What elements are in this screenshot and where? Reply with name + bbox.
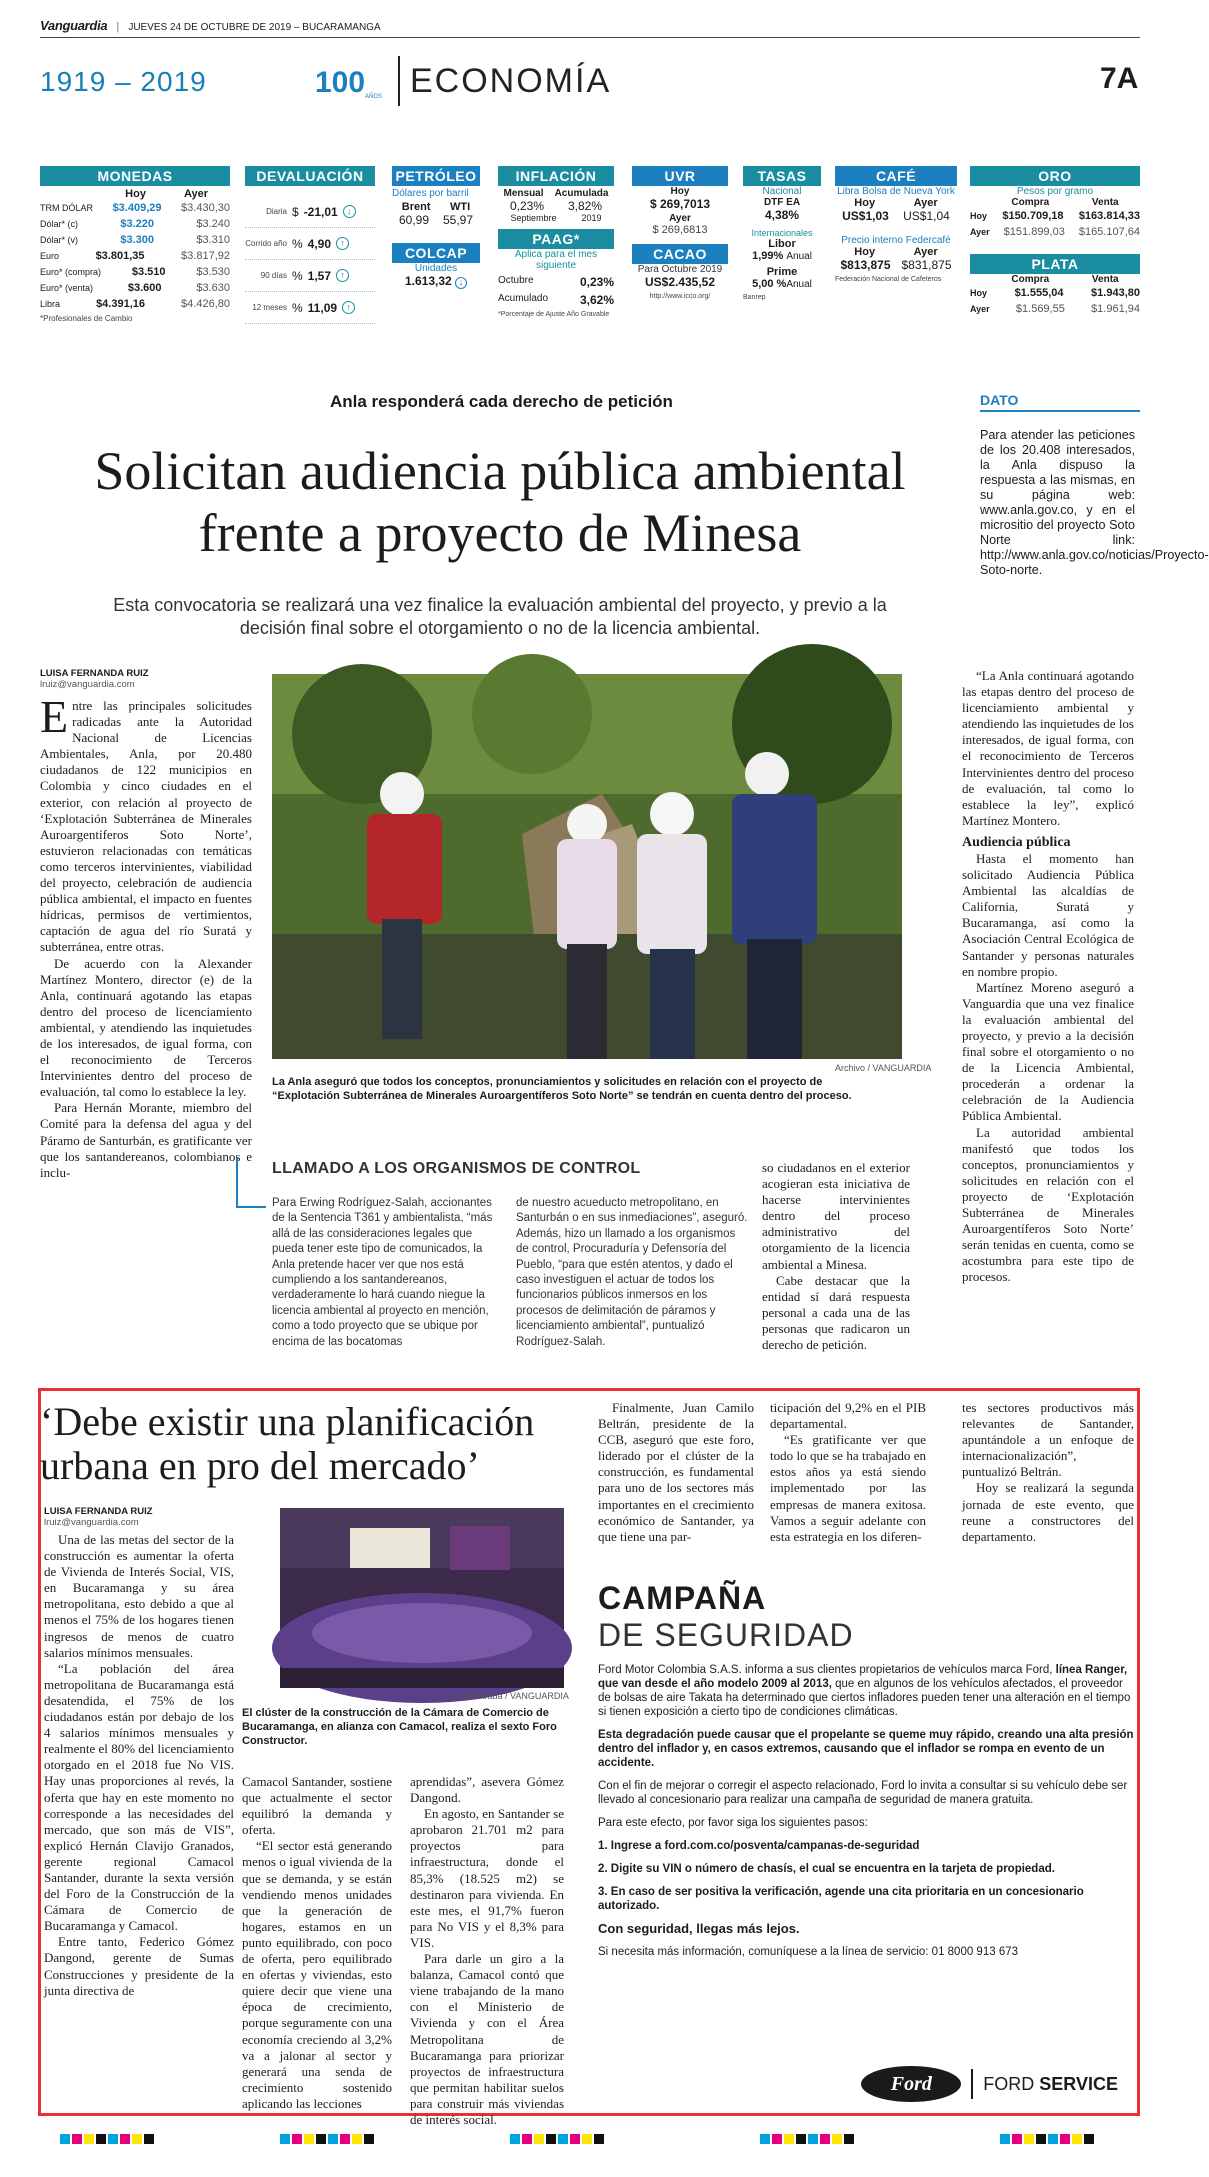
devaluacion-label: 90 días	[260, 271, 287, 280]
ad-step-1[interactable]: 1. Ingrese a ford.com.co/posventa/campanas-de-seguridad	[598, 1840, 920, 1852]
monedas-hoy: $3.220	[120, 218, 154, 230]
petroleo-title: PETRÓLEO	[392, 166, 480, 186]
header-divider	[398, 56, 400, 106]
cafe-ny-hoy: US$1,03	[842, 209, 889, 223]
paag-octubre: 0,23%	[579, 275, 614, 289]
ad-title-2: DE SEGURIDAD	[598, 1617, 854, 1653]
plata-hoy-compra: $1.555,04	[1014, 287, 1064, 299]
llamado-title: LLAMADO A LOS ORGANISMOS DE CONTROL	[272, 1160, 641, 1177]
oro-hoy-venta: $163.814,33	[1078, 210, 1140, 222]
article2-col4-p1: Finalmente, Juan Camilo Beltrán, presidente de la CCB, aseguró que este foro, liderado por el clúster de la construcción, es fundamental para uno de los sectores más importantes en el crecimiento económico de Santander, ya que tiene una par-	[598, 1400, 754, 1544]
ford-service-text-b: SERVICE	[1039, 2073, 1118, 2094]
monedas-ayer-header: Ayer	[183, 188, 208, 200]
registration-swatch	[144, 2134, 154, 2144]
brent-value: 60,99	[398, 213, 430, 227]
registration-swatch	[1024, 2134, 1034, 2144]
monedas-label: TRM DÓLAR	[40, 203, 94, 213]
registration-swatch	[1060, 2134, 1070, 2144]
article2-col6-p2: Hoy se realizará la segunda jornada de este evento, que reune a constructores del departamento.	[962, 1480, 1134, 1544]
monedas-row	[40, 248, 230, 264]
plata-venta-label: Venta	[1091, 274, 1119, 285]
markets-panel	[40, 166, 1140, 356]
article1-col4-p2: Hasta el momento han solicitado Audiencia Pública Ambiental las alcaldías de California, Suratá y Bucaramanga, así como la Asociación Central Ecológica de Santander y personas naturales en nombre propio.	[962, 850, 1134, 979]
article1-column-1	[40, 668, 252, 1181]
registration-swatch	[108, 2134, 118, 2144]
top-bar: Vanguardia | JUEVES 24 DE OCTUBRE DE 2019 – BUCARAMANGA	[40, 18, 1140, 38]
inflacion-acumulada-label: Acumulada	[554, 188, 609, 199]
article2-caption: El clúster de la construcción de la Cámara de Comercio de Bucaramanga, en alianza con Camacol, realiza el sexto Foro Constructor.	[242, 1707, 557, 1747]
devaluacion-rows	[245, 196, 375, 324]
article2-col1-p3: Entre tanto, Federico Gómez Dangond, gerente de Sumas Construcciones y presidente de la junta directiva de	[44, 1934, 234, 1998]
monedas-ayer: $3.310	[196, 234, 230, 246]
monedas-ayer: $4.426,80	[181, 298, 230, 310]
ford-service-logo	[861, 2066, 1118, 2102]
tasas-source: Banrep	[743, 294, 766, 301]
arrow-down-icon: ↓	[455, 277, 467, 289]
article2-column-1	[44, 1506, 234, 1999]
registration-swatch	[304, 2134, 314, 2144]
devaluacion-unit: $	[292, 204, 299, 219]
article1-col3-p2: Cabe destacar que la entidad sí dará respuesta personal a cada una de las personas que radicaron un derecho de petición.	[762, 1272, 910, 1353]
registration-swatch	[570, 2134, 580, 2144]
article2-col6-p1: tes sectores productivos más relevantes de Santander, apuntándole a un enfoque de internacionalización”, puntualizó Beltrán.	[962, 1400, 1134, 1480]
registration-swatch	[364, 2134, 374, 2144]
monedas-label: Euro* (compra)	[40, 267, 102, 277]
monedas-hoy: $3.510	[131, 266, 166, 278]
registration-swatch	[582, 2134, 592, 2144]
prime-value: 5,00 %	[752, 278, 787, 290]
registration-swatch	[844, 2134, 854, 2144]
article2-column-2	[242, 1774, 392, 2112]
article1-caption: La Anla aseguró que todos los conceptos, pronunciamientos y solicitudes en relación con el proyecto de “Explotación Subterránea de Minerales Auroargentíferos Soto Norte” se tendrán en cuenta dentro del proceso.	[272, 1076, 852, 1102]
arrow-down-icon: ↓	[343, 205, 356, 218]
monedas-note: *Profesionales de Cambio	[40, 314, 133, 323]
monedas-ayer: $3.240	[196, 218, 230, 230]
cacao-sub: Para Octubre 2019	[637, 264, 723, 275]
prime-unit: Anual	[786, 279, 812, 290]
monedas-row	[40, 264, 230, 280]
article2-col3-p3: Para darle un giro a la balanza, Camacol contó que viene trabajando de la mano con el Ministerio de Vivienda y con el Área Metropolitana de Bucaramanga para priorizar proyectos de infraestructura que permitan habilitar suelos para construir más viviendas de interés social.	[410, 1951, 564, 2127]
article2-col5-p1: ticipación del 9,2% en el PIB departamental.	[770, 1400, 926, 1432]
registration-swatch	[1072, 2134, 1082, 2144]
article2-column-6	[962, 1400, 1134, 1545]
oro-ayer-compra: $151.899,03	[1003, 226, 1065, 238]
dato-text: Para atender las peticiones de los 20.408 interesados, la Anla dispuso la respuesta a las mismas, en su página web: www.anla.gov.co, y en el micrositio del proyecto Soto Norte link: http://www.anla.gov.co/noticias/Proyecto-Soto-norte.	[980, 428, 1209, 577]
registration-swatch	[328, 2134, 338, 2144]
devaluacion-label: Diaria	[266, 207, 287, 216]
uvr-ayer: $ 269,6813	[652, 224, 708, 236]
oro-hoy-label: Hoy	[970, 211, 988, 221]
monedas-row	[40, 280, 230, 296]
devaluacion-title: DEVALUACIÓN	[245, 166, 375, 186]
llamado-rule	[236, 1158, 266, 1208]
article2-headline: ‘Debe existir una planificación urbana en pro del mercado’	[40, 1399, 535, 1488]
devaluacion-unit: %	[292, 236, 303, 251]
devaluacion-block	[245, 166, 375, 324]
article2-author: LUISA FERNANDA RUIZ	[44, 1506, 153, 1517]
inflacion-title: INFLACIÓN	[498, 166, 614, 186]
plata-ayer-venta: $1.961,94	[1091, 303, 1140, 315]
registration-swatch	[796, 2134, 806, 2144]
cafe-ny-ayer: US$1,04	[903, 209, 950, 223]
registration-swatch	[594, 2134, 604, 2144]
registration-swatch	[120, 2134, 130, 2144]
ad-step-3: 3. En caso de ser positiva la verificación, agende una cita prioritaria en un concesionario autorizado.	[598, 1886, 1084, 1912]
inflacion-mensual-label: Mensual	[503, 188, 544, 199]
article1-col4-p3: Martínez Moreno aseguró a Vanguardia que una vez finalice la evaluación ambiental del proyecto, y previo a la decisión final sobre el otorgamiento o no de la Licencia Ambiental, procederán a ordenar la celebración de la Audiencia Pública Ambiental.	[962, 979, 1134, 1124]
dato-title: DATO	[980, 392, 1140, 412]
oro-ayer-venta: $165.107,64	[1078, 226, 1140, 238]
plata-hoy-label: Hoy	[970, 288, 988, 298]
colcap-value: 1.613,32	[404, 274, 452, 288]
tasas-block	[743, 166, 821, 301]
llamado-col1: Para Erwing Rodríguez-Salah, accionantes de la Sentencia T361 y ambientalista, “más allá de las consideraciones legales que pueda tener este tipo de comunicados, la Anla pretende hacer ver que nos está cumpliendo a los santandereanos, verdaderamente lo hará cuando niegue la licencia ambiental al proyecto en mención, como a todo proyecto que se ubique por encima de las bocatomas	[272, 1197, 493, 1348]
cafe-int-ayer: $831,875	[901, 258, 952, 272]
page-number: 7A	[1100, 62, 1139, 95]
cafe-ayer-label-2: Ayer	[913, 246, 938, 258]
ad-contact-text: Si necesita más información, comuníquese a la línea de servicio: 01 8000 913 673	[598, 1946, 1019, 1958]
colcap-sub: Unidades	[414, 263, 458, 274]
monedas-row	[40, 296, 230, 312]
monedas-ayer: $3.530	[196, 266, 230, 278]
ad-paragraph-4: Para este efecto, por favor siga los siguientes pasos:	[598, 1817, 868, 1829]
prime-label: Prime	[766, 266, 798, 278]
article1-photo	[272, 674, 902, 1059]
dtf-value: 4,38%	[764, 208, 800, 222]
registration-swatch	[558, 2134, 568, 2144]
oro-sub: Pesos por gramo	[1016, 186, 1094, 197]
ad-p1-c: que en algunos de los vehículos afectados, el proveedor de bolsas de aire Takata ha determinado que ciertos infladores pueden tener una alteración en el tiempo si tienen exposición a cierto tipo de condiciones climáticas.	[598, 1678, 1131, 1718]
registration-swatch	[280, 2134, 290, 2144]
monedas-hoy: $3.409,29	[112, 202, 162, 214]
article1-p1	[40, 691, 252, 956]
monedas-label: Libra	[40, 299, 61, 309]
registration-swatch	[510, 2134, 520, 2144]
plata-ayer-compra: $1.569,55	[1015, 303, 1065, 315]
oro-venta-label: Venta	[1091, 197, 1119, 208]
registration-swatch	[534, 2134, 544, 2144]
article1-col1-text: ntre las principales solicitudes radicadas ante la Autoridad Nacional de Licencias Ambientales, Anla, por 20.480 ciudadanos de 122 municipios en Colombia y cinco ciudades en el exterior, con relación al proyecto de ‘Explotación Subterránea de Minerales Auroargentíferos Soto Norte’, estuvieron relacionadas con temáticas como terceros intervinientes, viabilidad del proyecto, celebración de audiencia pública ambiental, el impacto en fuentes hídricas, permisos de vertimientos, captación de agua del río Suratá y subterránea, entre otras.	[40, 698, 252, 955]
article2-column-4	[598, 1400, 754, 1545]
monedas-hoy-header: Hoy	[125, 188, 146, 200]
monedas-rows	[40, 200, 230, 312]
arrow-up-icon: ↑	[336, 237, 349, 250]
centenary-logo	[315, 60, 385, 104]
registration-swatch	[760, 2134, 770, 2144]
tasas-nacional-label: Nacional	[762, 186, 802, 197]
devaluacion-row	[245, 260, 375, 292]
anniversary-years: 1919 – 2019	[40, 66, 207, 97]
ad-p1-b: línea Ranger, que van desde el año modelo 2009 al 2013,	[598, 1664, 1128, 1690]
article2-col3-p1: aprendidas”, asevera Gómez Dangond.	[410, 1774, 564, 1806]
inflacion-acumulada-period: 2019	[581, 213, 602, 223]
article1-p2: De acuerdo con la Alexander Martínez Montero, director (e) de la Anla, continuará agotando las etapas dentro del proceso de licenciamiento ambiental, y atendiendo las inquietudes de los interesados, de igual forma, con el reconocimiento de Terceros Intervinientes dentro del proceso de evaluación, tal como lo establece la ley.	[40, 955, 252, 1100]
libor-value: 1,99%	[752, 250, 784, 262]
dateline: JUEVES 24 DE OCTUBRE DE 2019 – BUCARAMANGA	[128, 22, 381, 33]
article1-subhead: Audiencia pública	[962, 834, 1071, 850]
registration-swatch	[292, 2134, 302, 2144]
oro-block	[970, 166, 1140, 317]
uvr-ayer-label: Ayer	[669, 213, 691, 224]
registration-swatch	[1048, 2134, 1058, 2144]
tasas-title: TASAS	[743, 166, 821, 186]
paag-octubre-label: Octubre	[498, 275, 534, 286]
article1-email: lruiz@vanguardia.com	[40, 679, 135, 690]
cafe-sub2: Precio interno Federcafé	[841, 235, 951, 246]
cafe-ayer-label: Ayer	[913, 197, 938, 209]
article2-col2-p2: “El sector está generando menos o igual vivienda de la que se demanda, y se están vendiendo menos unidades que la generación de hogares, estamos en un punto equilibrado, con poco de oferta, pero equilibrado en ofertas y viviendas, esto quiere decir que viene una época de crecimiento, porque seguramente con una economía creciendo al 3,2% va a jalonar al sector y generará una senda de crecimiento sostenido aplicando las lecciones	[242, 1838, 392, 2111]
cafe-block	[835, 166, 957, 283]
ford-oval-logo: Ford	[861, 2066, 961, 2102]
plata-hoy-venta: $1.943,80	[1091, 287, 1140, 299]
plata-title: PLATA	[970, 254, 1140, 274]
cafe-int-hoy: $813,875	[840, 258, 891, 272]
registration-swatch	[1084, 2134, 1094, 2144]
devaluacion-row	[245, 228, 375, 260]
petroleo-block	[392, 166, 480, 289]
cafe-hoy-label-2: Hoy	[854, 246, 876, 258]
article2-col5-p2: “Es gratificante ver que todo lo que se ha trabajado en estos años ya está siendo implementado por las empresas de manera exitosa. Vamos a seguir adelante con esta estrategia en los diferen-	[770, 1432, 926, 1544]
registration-swatch	[316, 2134, 326, 2144]
inflacion-acumulada: 3,82%	[567, 199, 603, 213]
article2-col1-p1: Una de las metas del sector de la construcción es aumentar la oferta de Vivienda de Interés Social, VIS, en Bucaramanga y su área metropolitana, esto debido a que al menos el 75% de los hogares tienen ingresos de menos de cuatro salarios mínimos mensuales.	[44, 1532, 234, 1660]
inflacion-block	[498, 166, 614, 318]
oro-ayer-label: Ayer	[970, 227, 990, 237]
article1-author: LUISA FERNANDA RUIZ	[40, 668, 149, 679]
section-title: ECONOMÍA	[410, 62, 612, 100]
devaluacion-unit: %	[292, 300, 303, 315]
article2-photo-credit: Suministrada / VANGUARDIA	[450, 1691, 569, 1701]
ad-title-1: CAMPAÑA	[598, 1580, 767, 1616]
devaluacion-row	[245, 196, 375, 228]
registration-swatch	[772, 2134, 782, 2144]
registration-swatch	[1012, 2134, 1022, 2144]
cacao-source: http://www.icco.org/	[649, 293, 711, 300]
dtf-label: DTF EA	[763, 197, 801, 208]
paag-acumulado: 3,62%	[579, 293, 614, 307]
registration-swatch	[546, 2134, 556, 2144]
registration-swatch	[72, 2134, 82, 2144]
registration-swatch	[60, 2134, 70, 2144]
article1-photo-credit: Archivo / VANGUARDIA	[835, 1063, 932, 1073]
printer-registration-marks	[40, 2132, 1140, 2146]
oro-hoy-compra: $150.709,18	[1002, 210, 1064, 222]
article2-column-5	[770, 1400, 926, 1545]
paag-sub: Aplica para el mes siguiente	[514, 249, 598, 271]
ford-ad	[598, 1580, 1138, 2110]
ad-paragraph-3: Con el fin de mejorar o corregir el aspecto relacionado, Ford lo invita a consultar si su vehículo debe ser llevado al concesionario para realizar una campaña de seguridad de manera gratuita.	[598, 1780, 1128, 1806]
brent-label: Brent	[401, 201, 431, 213]
ad-paragraph-1	[598, 1663, 1138, 1719]
petroleo-sub: Dólares por barril	[392, 188, 469, 199]
paag-note: *Porcentaje de Ajuste Año Gravable	[498, 311, 610, 318]
brand-name: Vanguardia	[40, 18, 108, 33]
plata-ayer-label: Ayer	[970, 304, 990, 314]
libor-unit: Anual	[786, 251, 812, 262]
monedas-row	[40, 232, 230, 248]
oro-compra-label: Compra	[1011, 197, 1050, 208]
devaluacion-value: 4,90	[307, 236, 332, 251]
monedas-ayer: $3.430,30	[181, 202, 230, 214]
registration-swatch	[84, 2134, 94, 2144]
article1-col4-p4: La autoridad ambiental manifestó que todos los conceptos, pronunciamientos y solicitudes en relación con el proyecto de ‘Explotación Subterránea de Minerales Auroargentíferos Soto Norte’ serán tenidas en cuenta, como se acostumbra para este tipo de procesos.	[962, 1124, 1134, 1285]
devaluacion-value: -21,01	[303, 204, 338, 219]
article1-column-3	[762, 1160, 910, 1353]
monedas-label: Dólar* (v)	[40, 235, 79, 245]
monedas-row	[40, 200, 230, 216]
ad-slogan: Con seguridad, llegas más lejos.	[598, 1921, 800, 1936]
ad-paragraph-2: Esta degradación puede causar que el propelante se queme muy rápido, creando una alta presión dentro del inflador y, en casos extremos, causando que el inflador se rompa en evento de un accidente.	[598, 1729, 1134, 1769]
article2-photo	[280, 1508, 564, 1688]
uvr-hoy: $ 269,7013	[649, 197, 711, 211]
devaluacion-value: 1,57	[307, 268, 332, 283]
plata-compra-label: Compra	[1011, 274, 1050, 285]
cafe-hoy-label: Hoy	[854, 197, 876, 209]
cafe-source: Federación Nacional de Cafeteros	[835, 276, 942, 283]
libor-label: Libor	[768, 238, 796, 250]
devaluacion-label: Corrido año	[245, 239, 287, 248]
monedas-label: Dólar* (c)	[40, 219, 79, 229]
monedas-hoy: $3.600	[127, 282, 162, 294]
ford-service-text	[983, 2074, 1118, 2095]
centenary-years-label: AÑOS	[365, 94, 383, 100]
article1-col3-p1: so ciudadanos en el exterior acogieran esta iniciativa de hacerse intervinientes dentro del proceso administrativo del otorgamiento de la licencia ambiental a Minesa.	[762, 1160, 910, 1272]
ad-p1-a: Ford Motor Colombia S.A.S. informa a sus clientes propietarios de vehículos marca Ford,	[598, 1664, 1056, 1676]
registration-swatch	[96, 2134, 106, 2144]
dropcap: E	[40, 691, 69, 742]
article1-deck: Esta convocatoria se realizará una vez finalice la evaluación ambiental del proyecto, y previo a la decisión final sobre el otorgamiento o no de la licencia ambiental.	[113, 595, 887, 638]
monedas-label: Euro* (venta)	[40, 283, 94, 293]
oro-title: ORO	[970, 166, 1140, 186]
registration-swatch	[784, 2134, 794, 2144]
monedas-label: Euro	[40, 251, 60, 261]
monedas-ayer: $3.817,92	[181, 250, 230, 262]
article1-kicker: Anla responderá cada derecho de petición	[330, 392, 673, 411]
paag-acumulado-label: Acumulado	[498, 293, 549, 304]
uvr-title: UVR	[632, 166, 728, 186]
monedas-hoy: $3.300	[120, 234, 154, 246]
cacao-title: CACAO	[632, 244, 728, 264]
devaluacion-row	[245, 292, 375, 324]
monedas-row	[40, 216, 230, 232]
monedas-hoy: $4.391,16	[96, 298, 145, 310]
llamado-col2: de nuestro acueducto metropolitano, en Santurbán o en sus inmediaciones”, aseguró. Además, hizo un llamado a los organismos de control, Procuraduría y Defensoría del Pueblo, “para que estén atentos, y dado el caso investiguen el actuar de todos los funcionarios públicos inmersos en los procesos de delimitación de páramos y licenciamiento ambiental”, puntualizó Rodríguez-Salah.	[516, 1197, 748, 1348]
article2-col2-p1: Camacol Santander, sostiene que actualmente el sector equilibró la demanda y oferta.	[242, 1774, 392, 1838]
uvr-hoy-label: Hoy	[670, 186, 690, 197]
inflacion-mensual: 0,23%	[509, 199, 545, 213]
monedas-title: MONEDAS	[40, 166, 230, 186]
registration-swatch	[808, 2134, 818, 2144]
devaluacion-unit: %	[292, 268, 303, 283]
arrow-up-icon: ↑	[336, 269, 349, 282]
registration-swatch	[832, 2134, 842, 2144]
uvr-block	[632, 166, 728, 300]
registration-swatch	[340, 2134, 350, 2144]
monedas-block	[40, 166, 230, 323]
article1-headline: Solicitan audiencia pública ambiental frente a proyecto de Minesa	[94, 441, 906, 563]
paag-title: PAAG*	[498, 229, 614, 249]
cafe-sub1: Libra Bolsa de Nueva York	[837, 186, 955, 197]
inflacion-mensual-period: Septiembre	[510, 213, 557, 223]
wti-label: WTI	[450, 201, 471, 213]
centenary-number: 100	[315, 66, 366, 99]
article1-col4-p1: “La Anla continuará agotando las etapas dentro del proceso de licenciamiento ambiental y atendiendo las inquietudes de los interesados, de igual forma, con el reconocimiento de Terceros Intervinientes dentro del proceso de evaluación, tal como lo establece la ley”, explicó Martínez Montero.	[962, 668, 1134, 828]
ford-service-text-a: FORD	[983, 2073, 1040, 2094]
registration-swatch	[820, 2134, 830, 2144]
ad-contact	[598, 1945, 1138, 1959]
registration-swatch	[132, 2134, 142, 2144]
registration-swatch	[1036, 2134, 1046, 2144]
article2-email: lruiz@vanguardia.com	[44, 1517, 139, 1528]
ad-step-2: 2. Digite su VIN o número de chasís, el cual se encuentra en la tarjeta de propiedad.	[598, 1863, 1055, 1875]
monedas-hoy: $3.801,35	[95, 250, 145, 262]
registration-swatch	[1000, 2134, 1010, 2144]
cafe-title: CAFÉ	[835, 166, 957, 186]
registration-swatch	[352, 2134, 362, 2144]
arrow-up-icon: ↑	[342, 301, 355, 314]
wti-value: 55,97	[442, 213, 474, 227]
cacao-value: US$2.435,52	[644, 275, 716, 289]
devaluacion-value: 11,09	[307, 300, 338, 315]
article1-p3: Para Hernán Morante, miembro del Comité para la defensa del agua y del Páramo de Santurbán, es gratificante ver que los santandereanos, colombianos e inclu-	[40, 1100, 252, 1180]
registration-swatch	[522, 2134, 532, 2144]
colcap-title: COLCAP	[392, 243, 480, 263]
article2-column-3	[410, 1774, 564, 2128]
tasas-internacionales-label: Internacionales	[751, 228, 813, 238]
article1-column-4	[962, 668, 1134, 1285]
monedas-ayer: $3.630	[196, 282, 230, 294]
devaluacion-label: 12 meses	[252, 303, 287, 312]
article2-col1-p2: “La población del área metropolitana de Bucaramanga está desatendida, el 75% de los ciudadanos están por debajo de los 4 salarios mínimos mensuales y realmente el 80% del licenciamiento otorgado en el 2018 fue No VIS. Hay unas proporciones al revés, la oferta que hay en este momento no corresponde a las necesidades del mercado, que son más de VIS”, explicó Hernán Clavijo Granados, gerente regional Camacol Santander, durante la sexta versión del Foro de la Construcción de la Cámara de Comercio de Bucaramanga y Camacol.	[44, 1660, 234, 1934]
article2-col3-p2: En agosto, en Santander se aprobaron 21.701 m2 para proyectos para infraestructura, donde el 85,3% (18.525 m2) se destinaron para vivienda. En este mes, el 91,7% fueron para No VIS y el 8,3% para VIS.	[410, 1806, 564, 1950]
